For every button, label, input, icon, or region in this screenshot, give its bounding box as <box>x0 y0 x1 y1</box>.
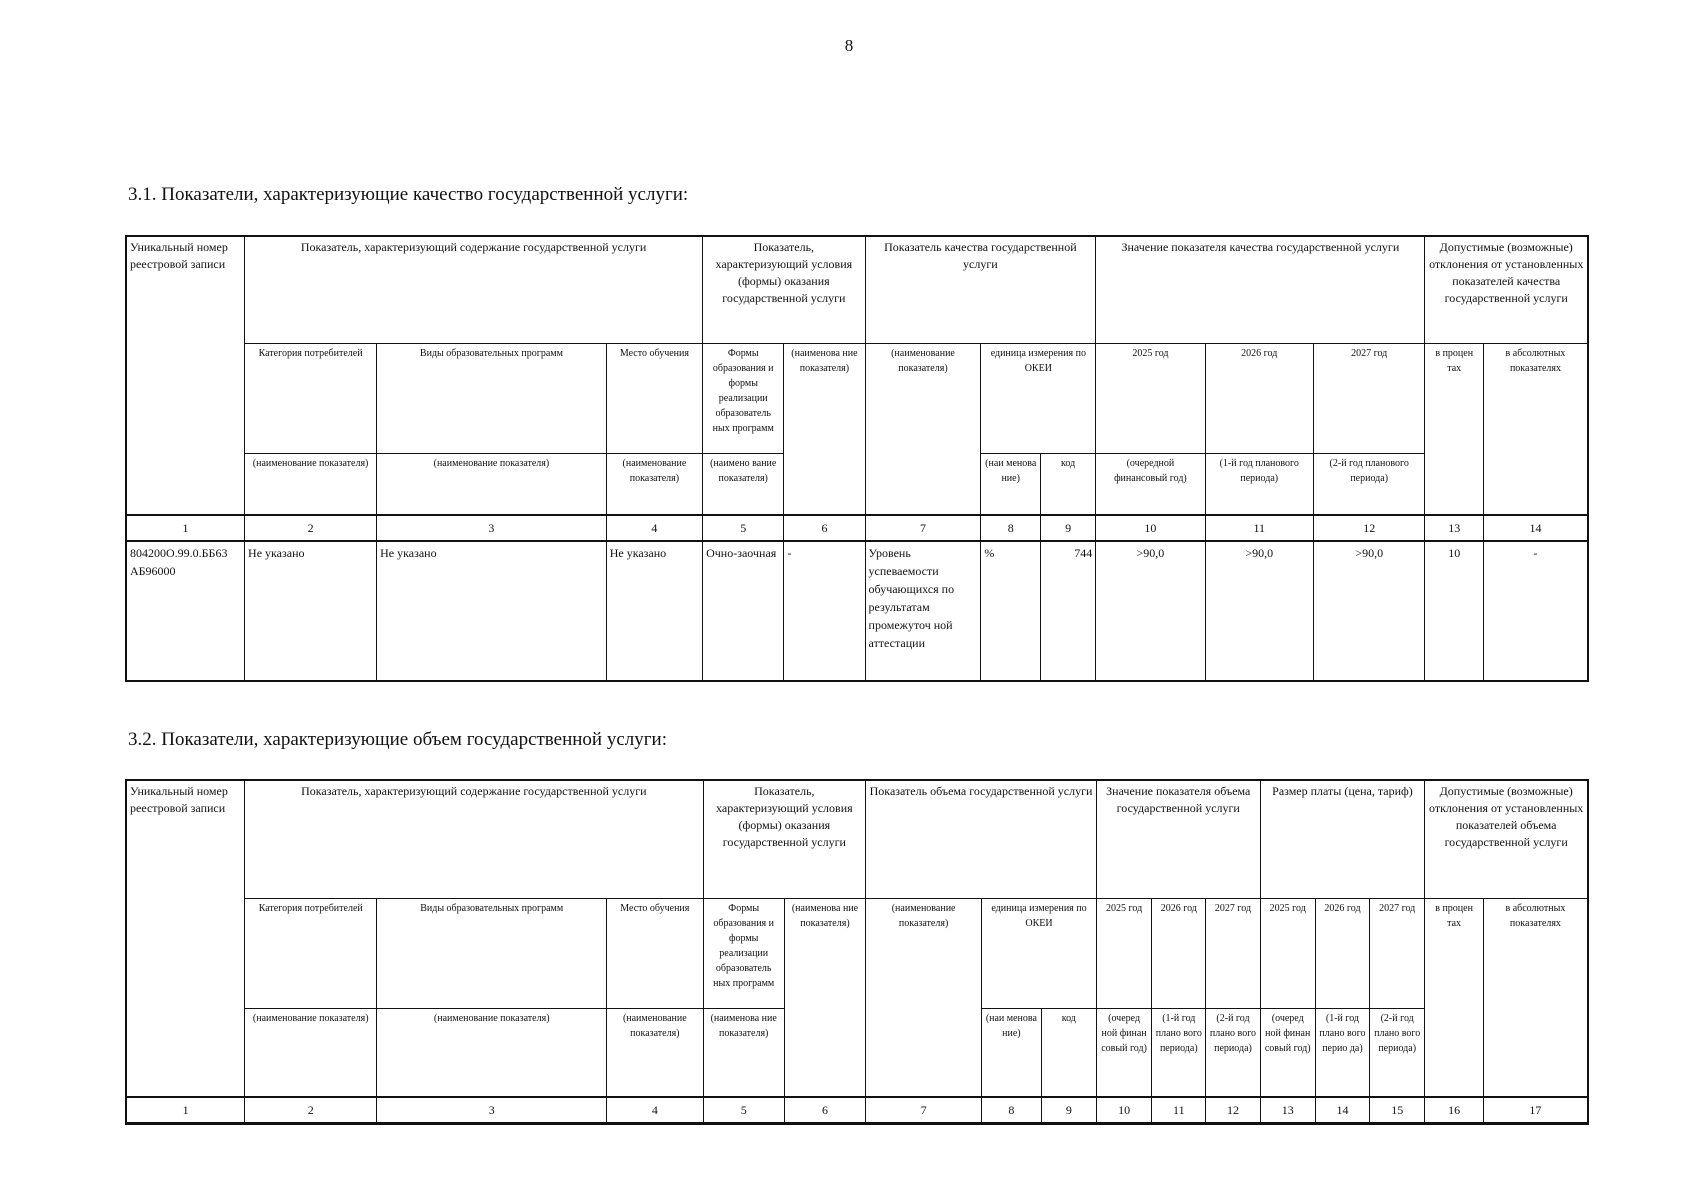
sub-education-forms: Формы образования и формы реализации образователь ных программ <box>703 899 784 1009</box>
name-note-2: (наименование показателя) <box>245 1009 377 1097</box>
name-note-3: (наименование показателя) <box>377 454 607 515</box>
sub-consumer-category: Категория потребителей <box>245 344 377 454</box>
name-note-2: (наименование показателя) <box>245 454 377 515</box>
period-note: (2-й год плано вого периода) <box>1206 1009 1260 1097</box>
section-3-2-title: 3.2. Показатели, характеризующие объем государственной услуги: <box>128 729 668 750</box>
sub-percent: в процен тах <box>1425 899 1484 1097</box>
name-note-5: (наименова ние показателя) <box>703 1009 784 1097</box>
col-number: 6 <box>784 1097 865 1123</box>
header-quality-indicator: Показатель качества государственной услуги <box>865 237 1096 344</box>
quality-indicators-table <box>126 236 1588 681</box>
header-unique-number: Уникальный номер реестровой записи <box>127 781 245 1097</box>
col-number: 3 <box>377 1097 607 1123</box>
col-number: 15 <box>1370 1097 1425 1123</box>
page-number: 8 <box>844 36 854 55</box>
sub-year-2026: 2026 год <box>1205 344 1313 454</box>
col-number: 9 <box>1040 515 1095 541</box>
sub-year: 2026 год <box>1152 899 1206 1009</box>
col-number: 3 <box>377 515 607 541</box>
unit-code-note: код <box>1041 1009 1096 1097</box>
col-number: 1 <box>127 1097 245 1123</box>
col-number: 8 <box>982 1097 1042 1123</box>
section-3-1-title: 3.1. Показатели, характеризующие качество государственной услуги: <box>128 184 689 205</box>
col-number: 7 <box>866 1097 982 1123</box>
col-number: 10 <box>1096 1097 1151 1123</box>
col-number: 12 <box>1206 1097 1260 1123</box>
sub-percent: в процен тах <box>1425 344 1483 515</box>
col-number: 5 <box>703 1097 784 1123</box>
col-number: 7 <box>865 515 981 541</box>
cell-programs: Не указано <box>377 541 607 681</box>
sub-program-types: Виды образовательных программ <box>377 344 607 454</box>
col-number: 4 <box>606 515 702 541</box>
sub-year-2027: 2027 год <box>1313 344 1425 454</box>
cell-indicator-name: Уровень успеваемости обучающихся по результатам промежуточ ной аттестации <box>865 541 981 681</box>
cell-place: Не указано <box>606 541 702 681</box>
sub-okei-unit: единица измерения по ОКЕИ <box>981 344 1096 454</box>
period-second-plan-year: (2-й год планового периода) <box>1313 454 1425 515</box>
period-first-plan-year: (1-й год планового периода) <box>1205 454 1313 515</box>
sub-indicator-name-7: (наименование показателя) <box>865 344 981 515</box>
sub-year: 2027 год <box>1370 899 1425 1009</box>
col-number: 2 <box>245 515 377 541</box>
col-number: 1 <box>127 515 245 541</box>
header-unique-number: Уникальный номер реестровой записи <box>127 237 245 515</box>
name-note-5: (наимено вание показателя) <box>703 454 784 515</box>
cell-unique-number: 804200О.99.0.ББ63 АБ96000 <box>127 541 245 681</box>
cell-category: Не указано <box>245 541 377 681</box>
sub-year-2025: 2025 год <box>1096 344 1205 454</box>
sub-absolute: в абсолютных показателях <box>1483 344 1587 515</box>
sub-year: 2025 год <box>1260 899 1315 1009</box>
header-allowed-deviation: Допустимые (возможные) отклонения от установленных показателей качества государственной услуги <box>1425 237 1588 344</box>
col-number: 5 <box>703 515 784 541</box>
cell-value-2027: >90,0 <box>1313 541 1425 681</box>
col-number: 9 <box>1041 1097 1096 1123</box>
cell-col6: - <box>784 541 865 681</box>
sub-absolute: в абсолютных показателях <box>1483 899 1587 1097</box>
name-note-3: (наименование показателя) <box>377 1009 607 1097</box>
sub-study-place: Место обучения <box>606 344 702 454</box>
cell-unit-code: 744 <box>1040 541 1095 681</box>
col-number: 17 <box>1483 1097 1587 1123</box>
cell-unit: % <box>981 541 1041 681</box>
name-note-4: (наименование показателя) <box>607 1009 703 1097</box>
col-number: 11 <box>1205 515 1313 541</box>
sub-indicator-name-7: (наименование показателя) <box>866 899 982 1097</box>
cell-forms: Очно-заочная <box>703 541 784 681</box>
unit-code-note: код <box>1040 454 1095 515</box>
col-number: 13 <box>1260 1097 1315 1123</box>
sub-year: 2026 год <box>1315 899 1369 1009</box>
header-allowed-deviation: Допустимые (возможные) отклонения от установленных показателей объема государственной услуги <box>1425 781 1588 899</box>
col-number: 4 <box>607 1097 703 1123</box>
sub-indicator-name-6: (наименова ние показателя) <box>784 899 865 1097</box>
col-number: 12 <box>1313 515 1425 541</box>
cell-deviation-percent: 10 <box>1425 541 1483 681</box>
period-note: (очеред ной финан совый год) <box>1260 1009 1315 1097</box>
header-volume-indicator: Показатель объема государственной услуги <box>866 781 1097 899</box>
period-next-year: (очередной финансовый год) <box>1096 454 1205 515</box>
sub-indicator-name-6: (наименова ние показателя) <box>784 344 865 515</box>
sub-okei-unit: единица измерения по ОКЕИ <box>982 899 1097 1009</box>
period-note: (очеред ной финан совый год) <box>1096 1009 1151 1097</box>
sub-program-types: Виды образовательных программ <box>377 899 607 1009</box>
col-number: 13 <box>1425 515 1483 541</box>
table-row <box>127 541 1588 681</box>
cell-value-2026: >90,0 <box>1205 541 1313 681</box>
sub-year: 2025 год <box>1096 899 1151 1009</box>
sub-study-place: Место обучения <box>607 899 703 1009</box>
header-volume-value: Значение показателя объема государственной услуги <box>1096 781 1260 899</box>
sub-year: 2027 год <box>1206 899 1260 1009</box>
sub-consumer-category: Категория потребителей <box>245 899 377 1009</box>
cell-deviation-absolute: - <box>1483 541 1587 681</box>
cell-value-2025: >90,0 <box>1096 541 1205 681</box>
header-conditions-indicator: Показатель, характеризующий условия (формы) оказания государственной услуги <box>703 781 866 899</box>
period-note: (2-й год плано вого периода) <box>1370 1009 1425 1097</box>
col-number: 8 <box>981 515 1041 541</box>
col-number: 14 <box>1483 515 1587 541</box>
col-number: 16 <box>1425 1097 1484 1123</box>
col-number: 2 <box>245 1097 377 1123</box>
col-number: 11 <box>1152 1097 1206 1123</box>
col-number: 14 <box>1315 1097 1369 1123</box>
volume-indicators-table <box>126 780 1588 1124</box>
unit-name-note: (наи менова ние) <box>982 1009 1042 1097</box>
header-content-indicator: Показатель, характеризующий содержание государственной услуги <box>245 237 703 344</box>
header-content-indicator: Показатель, характеризующий содержание государственной услуги <box>245 781 703 899</box>
unit-name-note: (наи менова ние) <box>981 454 1041 515</box>
header-quality-value: Значение показателя качества государственной услуги <box>1096 237 1425 344</box>
period-note: (1-й год плано вого перио да) <box>1315 1009 1369 1097</box>
col-number: 6 <box>784 515 865 541</box>
sub-education-forms: Формы образования и формы реализации образователь ных программ <box>703 344 784 454</box>
header-conditions-indicator: Показатель, характеризующий условия (формы) оказания государственной услуги <box>703 237 865 344</box>
col-number: 10 <box>1096 515 1205 541</box>
header-fee: Размер платы (цена, тариф) <box>1260 781 1425 899</box>
period-note: (1-й год плано вого периода) <box>1152 1009 1206 1097</box>
name-note-4: (наименование показателя) <box>606 454 702 515</box>
